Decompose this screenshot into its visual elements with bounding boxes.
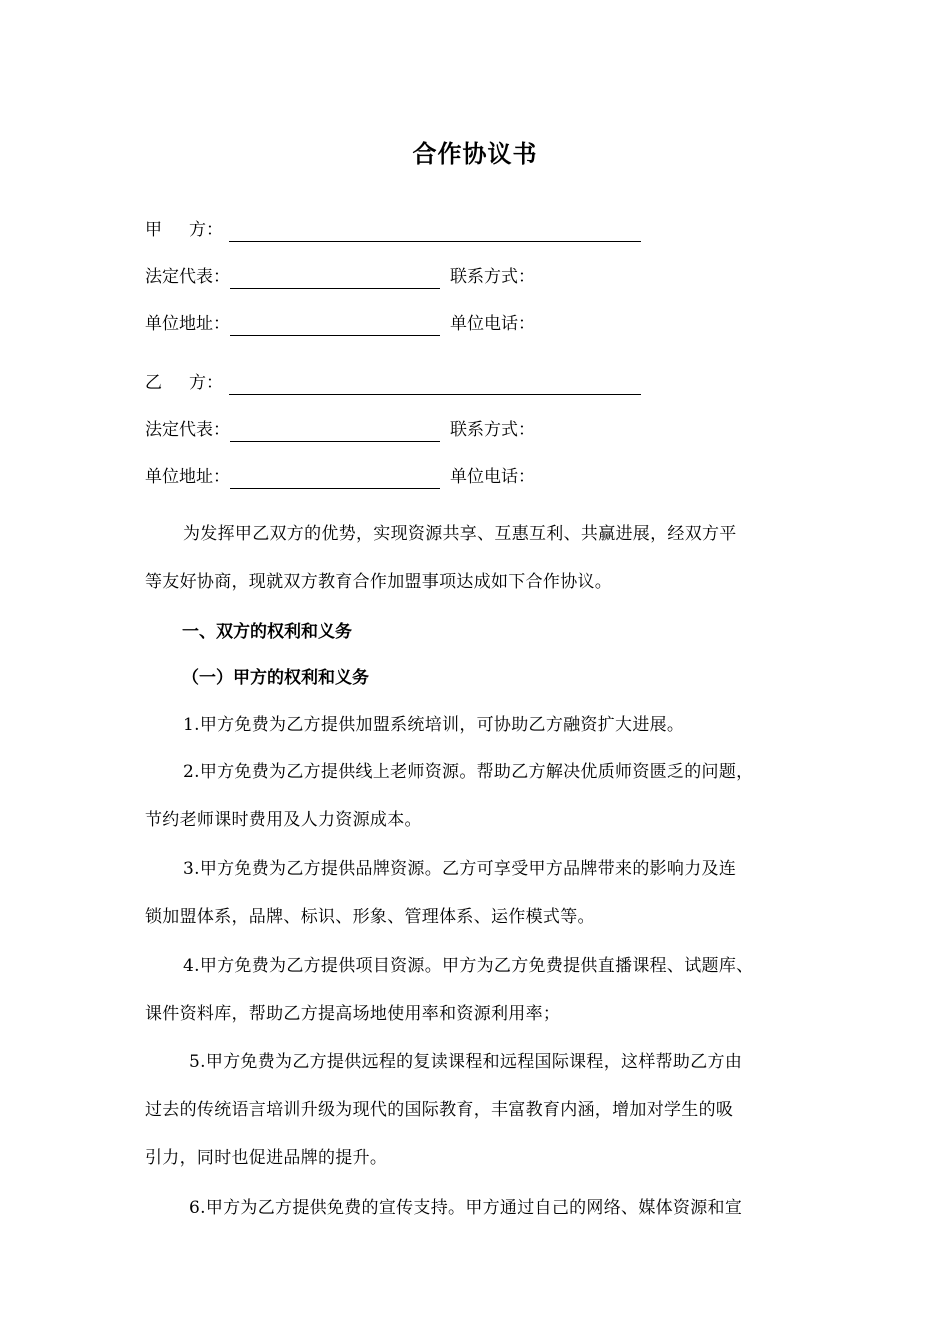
party-a-address-field[interactable] [230,315,440,336]
intro-line-1: 为发挥甲乙双方的优势，实现资源共享、互惠互利、共赢进展，经双方平 [183,524,737,544]
intro-line-2: 等友好协商，现就双方教育合作加盟事项达成如下合作协议。 [145,572,613,592]
sub-section-heading: （一）甲方的权利和义务 [182,668,369,688]
clause-4-line-2: 课件资料库，帮助乙方提高场地使用率和资源利用率； [145,1004,561,1024]
party-a-label: 甲 [145,220,162,240]
party-a-name-row [145,218,641,242]
party-b-address-label: 单位地址： [145,467,230,487]
party-b-label: 乙 [145,373,162,393]
clause-1 [145,701,813,749]
party-b-contact-label: 联系方式： [450,420,535,440]
clause-4-line-1: 4.甲方免费为乙方提供项目资源。甲方为乙方免费提供直播课程、试题库、 [183,956,754,976]
clause-2-line-2: 节约老师课时费用及人力资源成本。 [145,810,422,830]
clause-3-line-1: 3.甲方免费为乙方提供品牌资源。乙方可享受甲方品牌带来的影响力及连 [183,859,737,879]
party-b-phone-label: 单位电话： [450,467,535,487]
party-a-name-field[interactable] [229,221,641,242]
party-b-address-row [145,465,535,489]
party-a-rep-label: 法定代表： [145,267,230,287]
party-a-contact-label: 联系方式： [450,267,535,287]
party-a-rep-field[interactable] [230,268,440,289]
party-a-rep-row [145,265,535,289]
clause-5-line-3: 引力，同时也促进品牌的提升。 [145,1148,388,1168]
party-a-label-suffix: 方： [189,220,223,240]
party-a-address-row [145,312,535,336]
party-b-label-suffix: 方： [189,373,223,393]
clause-5-line-2: 过去的传统语言培训升级为现代的国际教育，丰富教育内涵，增加对学生的吸 [145,1100,734,1120]
party-b-rep-row [145,418,535,442]
clause-3 [145,845,813,941]
party-b-name-row [145,371,641,395]
clause-2 [145,748,813,844]
party-a-phone-label: 单位电话： [450,314,535,334]
intro-paragraph [145,510,813,606]
party-a-address-label: 单位地址： [145,314,230,334]
clause-2-line-1: 2.甲方免费为乙方提供线上老师资源。帮助乙方解决优质师资匮乏的问题， [183,762,754,782]
clause-5-line-1: 5.甲方免费为乙方提供远程的复读课程和远程国际课程，这样帮助乙方由 [189,1052,743,1072]
clause-4 [145,942,813,1038]
party-b-address-field[interactable] [230,468,440,489]
document-title: 合作协议书 [412,139,538,168]
clause-3-line-2: 锁加盟体系，品牌、标识、形象、管理体系、运作模式等。 [145,907,595,927]
party-b-rep-field[interactable] [230,421,440,442]
section-heading: 一、双方的权利和义务 [182,622,352,642]
clause-5 [145,1038,813,1182]
clause-6 [145,1184,813,1232]
clause-6-line-1: 6.甲方为乙方提供免费的宣传支持。甲方通过自己的网络、媒体资源和宣 [189,1198,743,1218]
party-b-name-field[interactable] [229,374,641,395]
clause-1-line-1: 1.甲方免费为乙方提供加盟系统培训，可协助乙方融资扩大进展。 [183,715,685,735]
party-b-rep-label: 法定代表： [145,420,230,440]
